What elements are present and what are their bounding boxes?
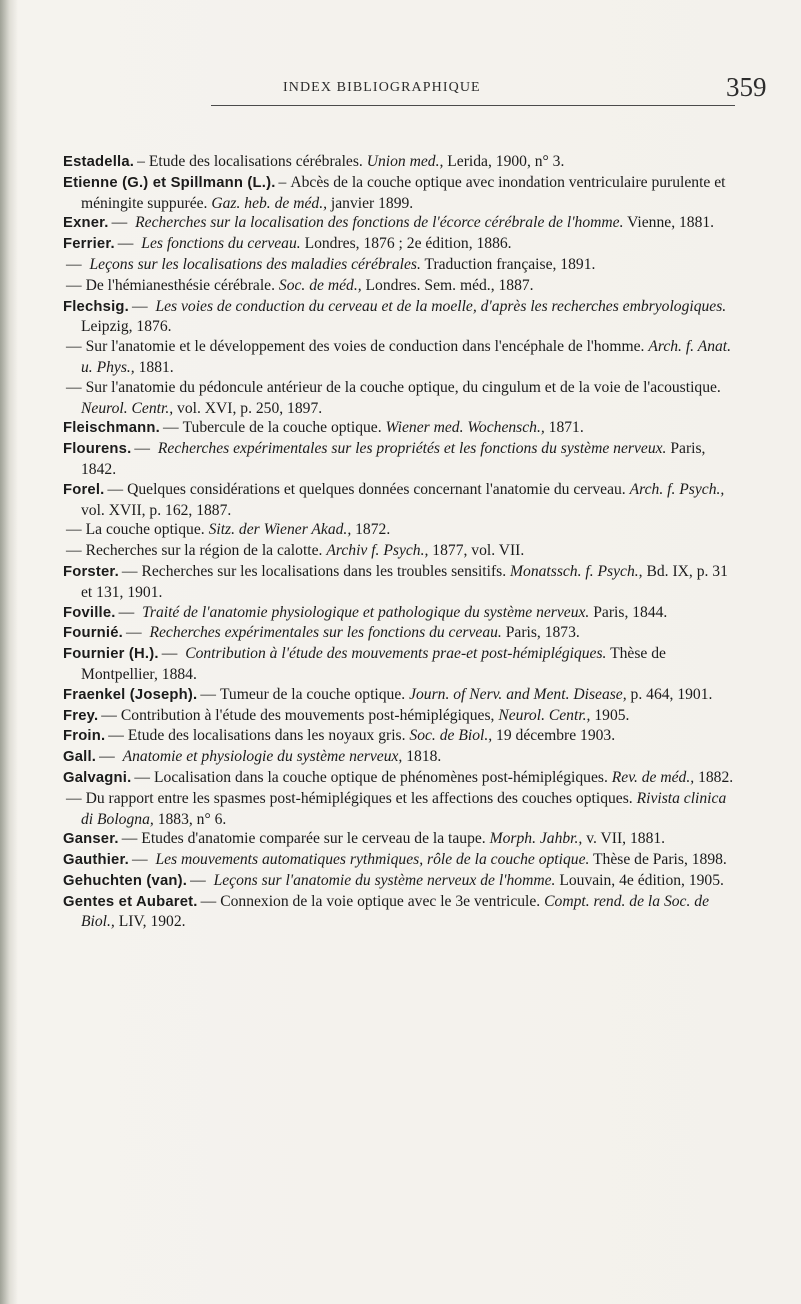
entry-title: Journ. of Nerv. and Ment. Disease, [409, 685, 627, 703]
entry-separator: — [101, 706, 117, 724]
entry-text: Recherches sur les localisations dans les troubles sensitifs. [141, 562, 507, 580]
entry-separator: — [134, 768, 151, 786]
bibliography-entry [63, 337, 739, 378]
entry-details: Lerida, 1900, n° 3. [447, 153, 565, 170]
entry-separator: — [161, 645, 178, 663]
bibliography-entry [63, 768, 739, 789]
entry-separator: — [200, 685, 216, 703]
entry-author: Foville. [63, 604, 116, 621]
entry-title: Contribution à l'étude des mouvements prae-et post-hémiplégiques. [185, 645, 607, 663]
entry-separator: — [200, 892, 217, 910]
entry-details: 1882. [698, 768, 734, 786]
bibliography-entry [63, 706, 739, 727]
bibliography-entry [63, 726, 739, 747]
entry-author: Froin. [63, 728, 106, 745]
entry-title: Wiener med. Wochensch., [385, 419, 545, 437]
bibliography-entry [63, 439, 739, 480]
entry-author: Galvagni. [63, 769, 132, 786]
entry-title: Soc. de méd., [278, 276, 362, 294]
entry-text: Sur l'anatomie du pédoncule antérieur de la couche optique, du cingulum et de la voie de l'acoustique. [85, 378, 721, 396]
entry-separator: — [66, 338, 82, 356]
entry-separator: — [131, 851, 148, 869]
entry-text: De l'hémianesthésie cérébrale. [85, 276, 275, 294]
entry-author: Fournier (H.). [63, 646, 159, 663]
entry-author: Forster. [63, 563, 119, 580]
entry-title: Anatomie et physiologie du système nerveux, [122, 748, 403, 766]
entry-text: Quelques considérations et quelques données concernant l'anatomie du cerveau. [127, 480, 626, 498]
bibliography-entry [63, 562, 739, 603]
bibliography-entry [63, 747, 739, 768]
entry-text: La couche optique. [85, 521, 205, 539]
bibliography-entry [63, 829, 739, 850]
entry-title: Rev. de méd., [611, 768, 695, 786]
entry-details: Vienne, 1881. [627, 214, 715, 232]
entry-text: Recherches sur la région de la calotte. [85, 542, 323, 560]
bibliography-entry [63, 173, 739, 214]
entry-details: 1883, n° 6. [157, 810, 227, 828]
entry-author: Fleischmann. [63, 420, 160, 437]
entry-details: LIV, 1902. [118, 913, 186, 931]
entry-title: Sitz. der Wiener Akad., [208, 521, 352, 539]
page-number: 359 [726, 72, 767, 102]
entry-separator: — [66, 521, 82, 539]
entry-details: 1905. [594, 706, 630, 724]
bibliography-entry [63, 789, 739, 830]
entry-separator: — [107, 480, 124, 498]
entry-author: Gentes et Aubaret. [63, 893, 198, 910]
entry-details: 19 décembre 1903. [496, 727, 616, 745]
entry-details: Louvain, 4e édition, 1905. [559, 871, 724, 889]
binding-shadow [0, 0, 18, 1304]
entry-author: Fraenkel (Joseph). [63, 686, 198, 703]
entry-title: Neurol. Centr., [498, 706, 591, 724]
bibliography-entry [63, 685, 739, 706]
entry-text: Etudes d'anatomie comparée sur le cerveau de la taupe. [141, 830, 486, 848]
entry-separator: — [118, 603, 135, 621]
entry-text: Contribution à l'étude des mouvements post-hémiplégiques, [120, 706, 495, 724]
bibliography-entry [63, 418, 739, 439]
entry-title: Leçons sur les localisations des maladies cérébrales. [89, 255, 421, 273]
entry-author: Gauthier. [63, 852, 129, 869]
header-rule [211, 105, 735, 106]
entry-separator: — [162, 419, 179, 437]
entry-title: Archiv f. Psych., [326, 542, 429, 560]
entry-author: Fournié. [63, 625, 123, 642]
bibliography-entry [63, 541, 739, 562]
entry-title: Recherches expérimentales sur les fonctions du cerveau. [149, 624, 502, 642]
entry-details: 1871. [548, 419, 584, 437]
entry-separator: — [66, 789, 82, 807]
entry-title: Union med., [366, 153, 444, 170]
entry-separator: — [190, 871, 206, 889]
entry-title: Soc. de Biol., [409, 727, 493, 745]
bibliography-entry [63, 297, 739, 338]
running-title: INDEX BIBLIOGRAPHIQUE [283, 80, 481, 95]
entry-details: Paris, 1873. [505, 624, 580, 642]
entry-author: Ganser. [63, 831, 119, 848]
entry-text: Connexion de la voie optique avec le 3e ventricule. [220, 892, 541, 910]
entry-text: Tubercule de la couche optique. [182, 419, 382, 437]
entry-separator: — [134, 440, 150, 458]
entry-title: Rivista clinica di Bologna, [81, 789, 727, 828]
bibliography-entry [63, 234, 739, 255]
entry-separator: — [111, 214, 128, 232]
entry-details: Londres. Sem. méd., 1887. [365, 276, 534, 294]
bibliography-list [63, 152, 739, 932]
bibliography-entry [63, 276, 739, 297]
entry-separator: — [131, 297, 148, 315]
entry-details: 1877, vol. VII. [432, 542, 525, 560]
entry-details: p. 464, 1901. [630, 685, 713, 703]
entry-details: Londres, 1876 ; 2e édition, 1886. [304, 235, 512, 253]
entry-title: Recherches sur la localisation des fonctions de l'écorce cérébrale de l'homme. [135, 214, 624, 232]
entry-author: Etienne (G.) et Spillmann (L.). [63, 174, 276, 191]
bibliography-entry [63, 850, 739, 871]
entry-title: Les voies de conduction du cerveau et de la moelle, d'après les recherches embryologiques. [155, 297, 727, 315]
entry-author: Frey. [63, 707, 99, 724]
entry-details: Thèse de Montpellier, 1884. [81, 645, 666, 683]
entry-text: Du rapport entre les spasmes post-hémiplégiques et les affections des couches optiques. [85, 789, 633, 807]
entry-text: Sur l'anatomie et le développement des voies de conduction dans l'encéphale de l'homme. [85, 338, 645, 356]
entry-title: Les fonctions du cerveau. [141, 235, 301, 253]
entry-details: Bd. IX, p. 31 et 131, 1901. [81, 562, 728, 601]
entry-author: Estadella. [63, 154, 135, 170]
entry-text: Etude des localisations cérébrales. [148, 153, 363, 170]
entry-separator: — [66, 276, 82, 294]
bibliography-entry [63, 520, 739, 541]
entry-details: 1818. [406, 748, 442, 766]
entry-separator: — [121, 830, 138, 848]
entry-title: Neurol. Centr., [81, 399, 174, 417]
entry-separator: — [66, 542, 82, 560]
bibliography-entry [63, 255, 739, 276]
bibliography-entry [63, 480, 739, 521]
entry-details: 1872. [355, 521, 391, 539]
entry-details: vol. XVI, p. 250, 1897. [177, 399, 323, 417]
entry-author: Gehuchten (van). [63, 872, 188, 889]
entry-details: 1881. [138, 358, 174, 376]
entry-details: Thèse de Paris, 1898. [593, 851, 727, 869]
entry-title: Leçons sur l'anatomie du système nerveux de l'homme. [213, 871, 556, 889]
entry-title: Arch. f. Anat. u. Phys., [81, 338, 732, 376]
entry-text: Tumeur de la couche optique. [219, 685, 406, 703]
entry-separator: – [278, 173, 287, 191]
entry-title: Les mouvements automatiques rythmiques, rôle de la couche optique. [155, 851, 590, 869]
entry-title: Arch. f. Psych., [629, 480, 725, 498]
entry-separator: — [121, 562, 138, 580]
entry-text: Localisation dans la couche optique de phénomènes post-hémiplégiques. [154, 768, 608, 786]
entry-title: Traité de l'anatomie physiologique et pathologique du système nerveux. [142, 603, 590, 621]
bibliography-entry [63, 644, 739, 685]
bibliography-entry [63, 213, 739, 234]
entry-details: Paris, 1842. [81, 440, 706, 478]
bibliography-entry [63, 378, 739, 419]
entry-author: Gall. [63, 749, 97, 766]
entry-author: Forel. [63, 481, 105, 498]
entry-separator: – [137, 153, 145, 170]
bibliography-entry [63, 871, 739, 892]
entry-title: Recherches expérimentales sur les propriétés et les fonctions du système nerveux. [157, 440, 667, 458]
entry-title: Compt. rend. de la Soc. de Biol., [81, 892, 709, 931]
entry-text: Etude des localisations dans les noyaux gris. [127, 727, 406, 745]
entry-details: vol. XVII, p. 162, 1887. [81, 501, 232, 519]
bibliography-entry [63, 892, 739, 933]
entry-separator: — [117, 235, 134, 253]
entry-details: Paris, 1844. [593, 603, 668, 621]
entry-separator: — [66, 255, 82, 273]
entry-details: Traduction française, 1891. [424, 255, 596, 273]
entry-separator: — [108, 727, 124, 745]
bibliography-entry [63, 603, 739, 624]
entry-author: Flechsig. [63, 298, 129, 315]
entry-separator: — [66, 378, 82, 396]
entry-title: Gaz. heb. de méd., [211, 194, 327, 212]
entry-author: Ferrier. [63, 236, 115, 253]
entry-details: janvier 1899. [330, 194, 414, 212]
entry-separator: — [99, 748, 115, 766]
entry-separator: — [125, 624, 142, 642]
entry-author: Exner. [63, 215, 109, 232]
bibliography-entry [63, 152, 739, 173]
entry-title: Morph. Jahbr., [489, 830, 583, 848]
entry-details: v. VII, 1881. [586, 830, 666, 848]
bibliography-entry [63, 623, 739, 644]
entry-details: Leipzig, 1876. [81, 318, 172, 336]
entry-title: Monatssch. f. Psych., [510, 562, 643, 580]
entry-text: Abcès de la couche optique avec inondation ventriculaire purulente et méningite suppurée. [81, 173, 726, 212]
entry-author: Flourens. [63, 441, 132, 458]
